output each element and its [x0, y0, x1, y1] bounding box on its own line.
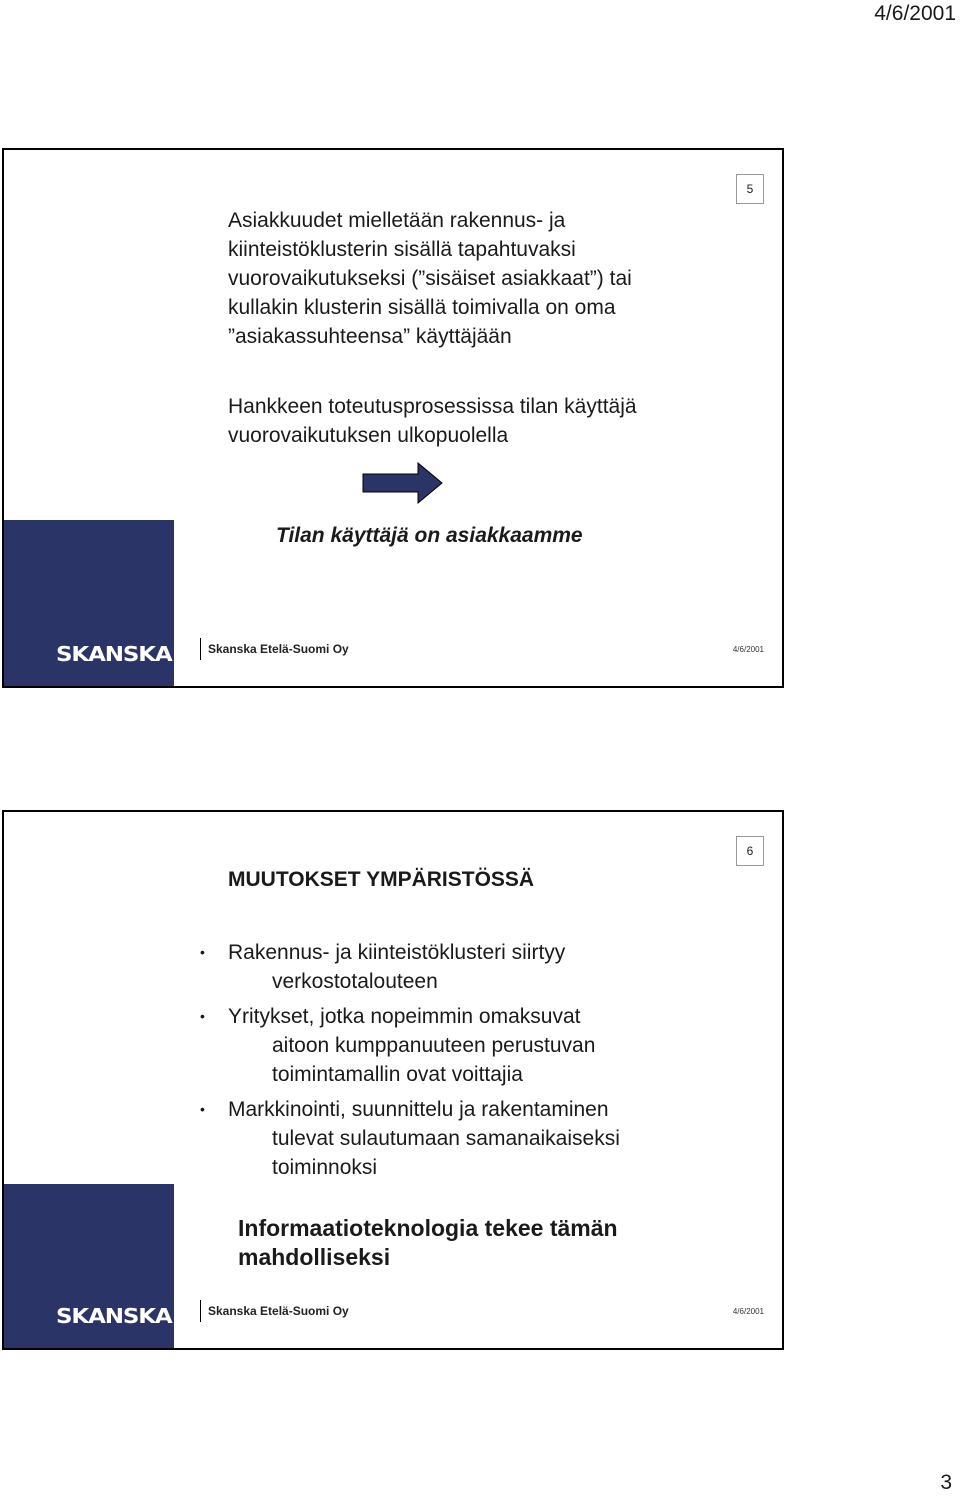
slide-footer	[4, 1290, 782, 1348]
bullet-line: toiminnoksi	[272, 1156, 378, 1179]
footer-divider	[200, 1300, 201, 1322]
bullet-line: Markkinointi, suunnittelu ja rakentaminen	[228, 1098, 609, 1121]
bullet-icon: •	[200, 944, 205, 960]
footer-divider	[200, 638, 201, 660]
conclusion-text: Informaatioteknologia tekee tämän mahdolliseksi	[238, 1215, 618, 1270]
page-number: 3	[940, 1471, 952, 1494]
company-name: Skanska Etelä-Suomi Oy	[208, 1304, 349, 1318]
footer-date: 4/6/2001	[732, 1307, 764, 1316]
bullet-line: aitoon kumppanuuteen perustuvan	[272, 1034, 596, 1057]
page-header-date: 4/6/2001	[874, 2, 956, 25]
skanska-logo: SKANSKA	[56, 642, 172, 666]
paragraph-process: Hankkeen toteutusprosessissa tilan käyttäjä vuorovaikutuksen ulkopuolella	[228, 395, 637, 447]
footer-date: 4/6/2001	[732, 645, 764, 654]
bullet-line: toimintamallin ovat voittajia	[272, 1063, 523, 1086]
slide-number: 6	[736, 836, 764, 866]
bullet-line: tulevat sulautumaan samanaikaiseksi	[272, 1127, 620, 1150]
list-item	[194, 938, 754, 996]
bullet-line: verkostotalouteen	[272, 970, 438, 993]
bullet-line: Yritykset, jotka nopeimmin omaksuvat	[228, 1005, 581, 1028]
bullet-list	[194, 938, 754, 1188]
skanska-logo: SKANSKA	[56, 1304, 172, 1328]
slide-footer	[4, 628, 782, 686]
company-name: Skanska Etelä-Suomi Oy	[208, 642, 349, 656]
slide-6	[2, 810, 784, 1350]
slide-number: 5	[736, 174, 764, 204]
list-item	[194, 1095, 754, 1182]
right-arrow-icon	[362, 462, 444, 504]
bullet-icon: •	[200, 1101, 205, 1117]
bullet-icon: •	[200, 1008, 205, 1024]
conclusion-text: Tilan käyttäjä on asiakkaamme	[276, 524, 583, 547]
list-item	[194, 1002, 754, 1089]
paragraph-customers: Asiakkuudet mielletään rakennus- ja kiinteistöklusterin sisällä tapahtuvaksi vuorovaikutukseksi (”sisäiset asiakkaat”) tai kullakin klusterin sisällä toimivalla on oma ”asiakassuhteensa” käyttäjään	[228, 209, 632, 348]
slide-5	[2, 148, 784, 688]
bullet-line: Rakennus- ja kiinteistöklusteri siirtyy	[228, 941, 566, 964]
slide-title: MUUTOKSET YMPÄRISTÖSSÄ	[228, 868, 535, 891]
